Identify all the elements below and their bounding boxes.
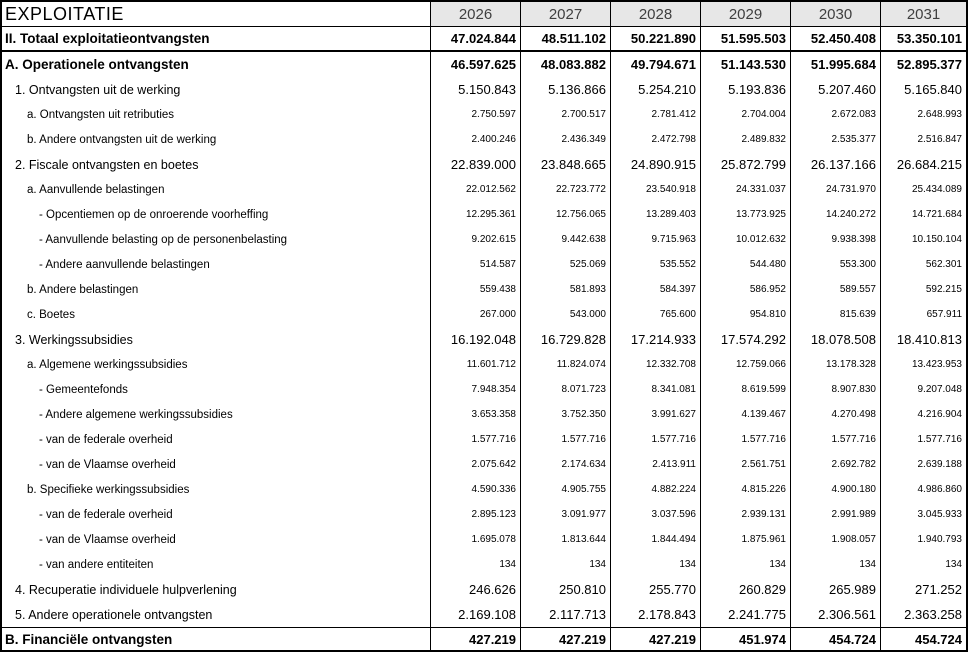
table-row [2,52,966,77]
table-row [2,502,966,527]
value-cell: 2.241.775 [700,602,790,627]
value-cell: 525.069 [520,252,610,277]
row-label: - van de Vlaamse overheid [39,533,176,546]
value-cell: 2.781.412 [610,102,700,127]
value-cell: 2.169.108 [430,602,520,627]
value-cell: 271.252 [880,577,966,602]
value-cell: 5.207.460 [790,77,880,102]
value-cell: 18.410.813 [880,327,966,352]
value-cell: 4.216.904 [880,402,966,427]
value-cell: 17.214.933 [610,327,700,352]
value-cell: 2.639.188 [880,452,966,477]
row-label: a. Aanvullende belastingen [27,183,165,196]
value-cell: 4.882.224 [610,477,700,502]
year-column-header: 2026 [430,2,520,26]
value-cell: 2.117.713 [520,602,610,627]
row-label: - Andere aanvullende belastingen [39,258,210,271]
value-cell: 815.639 [790,302,880,327]
value-cell: 23.540.918 [610,177,700,202]
table-row [2,427,966,452]
value-cell: 2.363.258 [880,602,966,627]
value-cell: 51.995.684 [790,52,880,77]
value-cell: 265.989 [790,577,880,602]
value-cell: 427.219 [610,628,700,650]
table-header-row [2,2,966,27]
value-cell: 267.000 [430,302,520,327]
value-cell: 1.875.961 [700,527,790,552]
value-cell: 4.905.755 [520,477,610,502]
value-cell: 1.577.716 [610,427,700,452]
value-cell: 2.561.751 [700,452,790,477]
table-row [2,402,966,427]
value-cell: 427.219 [430,628,520,650]
value-cell: 255.770 [610,577,700,602]
value-cell: 7.948.354 [430,377,520,402]
value-cell: 4.815.226 [700,477,790,502]
table-row [2,577,966,602]
value-cell: 250.810 [520,577,610,602]
value-cell: 22.723.772 [520,177,610,202]
value-cell: 50.221.890 [610,27,700,50]
value-cell: 8.619.599 [700,377,790,402]
value-cell: 2.895.123 [430,502,520,527]
table-row [2,352,966,377]
value-cell: 553.300 [790,252,880,277]
row-label: - Andere algemene werkingssubsidies [39,408,233,421]
value-cell: 4.900.180 [790,477,880,502]
value-cell: 49.794.671 [610,52,700,77]
value-cell: 10.012.632 [700,227,790,252]
table-row [2,152,966,177]
row-label: b. Specifieke werkingssubsidies [27,483,190,496]
value-cell: 24.731.970 [790,177,880,202]
table-row [2,377,966,402]
value-cell: 134 [700,552,790,577]
value-cell: 51.595.503 [700,27,790,50]
value-cell: 26.137.166 [790,152,880,177]
value-cell: 52.895.377 [880,52,966,77]
table-row [2,102,966,127]
value-cell: 2.413.911 [610,452,700,477]
table-row [2,477,966,502]
value-cell: 1.577.716 [700,427,790,452]
value-cell: 2.436.349 [520,127,610,152]
value-cell: 5.254.210 [610,77,700,102]
value-cell: 10.150.104 [880,227,966,252]
value-cell: 535.552 [610,252,700,277]
value-cell: 584.397 [610,277,700,302]
value-cell: 134 [610,552,700,577]
value-cell: 9.938.398 [790,227,880,252]
value-cell: 2.178.843 [610,602,700,627]
value-cell: 1.695.078 [430,527,520,552]
value-cell: 592.215 [880,277,966,302]
table-row [2,552,966,577]
table-row [2,302,966,327]
row-label: - van de federale overheid [39,433,173,446]
value-cell: 1.577.716 [790,427,880,452]
row-label: 2. Fiscale ontvangsten en boetes [15,157,199,172]
value-cell: 1.577.716 [880,427,966,452]
table-row [2,27,966,52]
row-label: - van andere entiteiten [39,558,154,571]
value-cell: 765.600 [610,302,700,327]
row-label: a. Ontvangsten uit retributies [27,108,175,121]
row-label: B. Financiële ontvangsten [5,631,173,647]
value-cell: 8.907.830 [790,377,880,402]
value-cell: 22.012.562 [430,177,520,202]
value-cell: 2.750.597 [430,102,520,127]
value-cell: 544.480 [700,252,790,277]
value-cell: 12.759.066 [700,352,790,377]
value-cell: 1.813.644 [520,527,610,552]
row-label: 5. Andere operationele ontvangsten [15,607,213,622]
value-cell: 53.350.101 [880,27,966,50]
table-row [2,127,966,152]
value-cell: 543.000 [520,302,610,327]
value-cell: 2.991.989 [790,502,880,527]
value-cell: 454.724 [790,628,880,650]
value-cell: 14.240.272 [790,202,880,227]
value-cell: 954.810 [700,302,790,327]
value-cell: 3.045.933 [880,502,966,527]
value-cell: 13.289.403 [610,202,700,227]
value-cell: 2.672.083 [790,102,880,127]
value-cell: 427.219 [520,628,610,650]
table-row [2,627,966,650]
value-cell: 47.024.844 [430,27,520,50]
value-cell: 2.648.993 [880,102,966,127]
value-cell: 9.207.048 [880,377,966,402]
value-cell: 3.037.596 [610,502,700,527]
value-cell: 5.150.843 [430,77,520,102]
value-cell: 23.848.665 [520,152,610,177]
value-cell: 2.174.634 [520,452,610,477]
row-label: 1. Ontvangsten uit de werking [15,82,181,97]
value-cell: 13.423.953 [880,352,966,377]
value-cell: 4.270.498 [790,402,880,427]
value-cell: 48.511.102 [520,27,610,50]
value-cell: 12.295.361 [430,202,520,227]
value-cell: 25.434.089 [880,177,966,202]
row-label: II. Totaal exploitatieontvangsten [5,31,210,46]
value-cell: 657.911 [880,302,966,327]
value-cell: 586.952 [700,277,790,302]
row-label: - van de Vlaamse overheid [39,458,176,471]
value-cell: 12.332.708 [610,352,700,377]
value-cell: 1.940.793 [880,527,966,552]
value-cell: 51.143.530 [700,52,790,77]
value-cell: 2.516.847 [880,127,966,152]
table-row [2,202,966,227]
value-cell: 3.653.358 [430,402,520,427]
table-row [2,77,966,102]
value-cell: 134 [790,552,880,577]
value-cell: 22.839.000 [430,152,520,177]
value-cell: 2.700.517 [520,102,610,127]
row-label: - Gemeentefonds [39,383,128,396]
table-row [2,252,966,277]
value-cell: 18.078.508 [790,327,880,352]
value-cell: 5.193.836 [700,77,790,102]
value-cell: 12.756.065 [520,202,610,227]
value-cell: 46.597.625 [430,52,520,77]
value-cell: 562.301 [880,252,966,277]
table-row [2,602,966,627]
value-cell: 8.071.723 [520,377,610,402]
year-column-header: 2030 [790,2,880,26]
value-cell: 13.773.925 [700,202,790,227]
value-cell: 13.178.328 [790,352,880,377]
row-label: 3. Werkingssubsidies [15,332,133,347]
table-row [2,227,966,252]
row-label: b. Andere ontvangsten uit de werking [27,133,217,146]
value-cell: 2.472.798 [610,127,700,152]
year-column-header: 2028 [610,2,700,26]
table-title: EXPLOITATIE [5,3,124,24]
row-label: - Opcentiemen op de onroerende voorheffing [39,208,269,221]
value-cell: 1.844.494 [610,527,700,552]
value-cell: 5.165.840 [880,77,966,102]
value-cell: 260.829 [700,577,790,602]
row-label: a. Algemene werkingssubsidies [27,358,188,371]
value-cell: 134 [430,552,520,577]
value-cell: 25.872.799 [700,152,790,177]
value-cell: 24.890.915 [610,152,700,177]
value-cell: 2.939.131 [700,502,790,527]
value-cell: 11.601.712 [430,352,520,377]
row-label: A. Operationele ontvangsten [5,57,189,72]
value-cell: 8.341.081 [610,377,700,402]
value-cell: 514.587 [430,252,520,277]
value-cell: 2.075.642 [430,452,520,477]
value-cell: 16.729.828 [520,327,610,352]
value-cell: 1.577.716 [430,427,520,452]
value-cell: 14.721.684 [880,202,966,227]
value-cell: 2.704.004 [700,102,790,127]
table-row [2,527,966,552]
value-cell: 581.893 [520,277,610,302]
value-cell: 454.724 [880,628,966,650]
value-cell: 4.139.467 [700,402,790,427]
value-cell: 134 [880,552,966,577]
row-label: 4. Recuperatie individuele hulpverlening [15,582,237,597]
value-cell: 589.557 [790,277,880,302]
table-row [2,177,966,202]
table-row [2,277,966,302]
row-label: - Aanvullende belasting op de personenbelasting [39,233,288,246]
value-cell: 9.202.615 [430,227,520,252]
value-cell: 134 [520,552,610,577]
value-cell: 48.083.882 [520,52,610,77]
value-cell: 2.489.832 [700,127,790,152]
value-cell: 16.192.048 [430,327,520,352]
value-cell: 3.991.627 [610,402,700,427]
value-cell: 2.400.246 [430,127,520,152]
row-label: b. Andere belastingen [27,283,139,296]
value-cell: 4.590.336 [430,477,520,502]
year-column-header: 2029 [700,2,790,26]
value-cell: 2.306.561 [790,602,880,627]
year-column-header: 2031 [880,2,966,26]
value-cell: 2.692.782 [790,452,880,477]
value-cell: 11.824.074 [520,352,610,377]
value-cell: 24.331.037 [700,177,790,202]
table-row [2,452,966,477]
value-cell: 4.986.860 [880,477,966,502]
year-column-header: 2027 [520,2,610,26]
value-cell: 1.577.716 [520,427,610,452]
table-row [2,327,966,352]
value-cell: 1.908.057 [790,527,880,552]
value-cell: 451.974 [700,628,790,650]
value-cell: 3.752.350 [520,402,610,427]
row-label: - van de federale overheid [39,508,173,521]
value-cell: 5.136.866 [520,77,610,102]
value-cell: 246.626 [430,577,520,602]
value-cell: 3.091.977 [520,502,610,527]
value-cell: 17.574.292 [700,327,790,352]
value-cell: 559.438 [430,277,520,302]
value-cell: 52.450.408 [790,27,880,50]
value-cell: 9.442.638 [520,227,610,252]
value-cell: 2.535.377 [790,127,880,152]
value-cell: 9.715.963 [610,227,700,252]
value-cell: 26.684.215 [880,152,966,177]
row-label: c. Boetes [27,308,75,321]
